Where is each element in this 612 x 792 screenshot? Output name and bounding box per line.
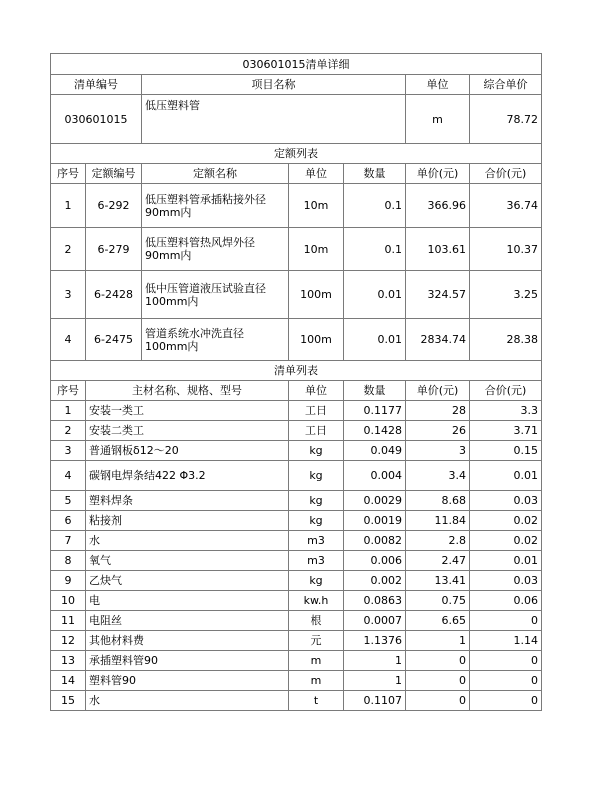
quota-row — [51, 271, 542, 319]
material-qty: 0.002 — [344, 571, 406, 591]
material-no: 11 — [51, 611, 86, 631]
material-name: 碳钢电焊条结422 Φ3.2 — [86, 461, 289, 491]
material-name: 安装二类工 — [86, 421, 289, 441]
material-total: 0.02 — [470, 531, 542, 551]
material-price: 6.65 — [406, 611, 470, 631]
quota-price: 324.57 — [406, 271, 470, 319]
quota-col-qty: 数量 — [344, 164, 406, 184]
material-no: 6 — [51, 511, 86, 531]
material-row — [51, 511, 542, 531]
material-name: 水 — [86, 531, 289, 551]
quota-total: 36.74 — [470, 184, 542, 228]
material-qty: 0.0029 — [344, 491, 406, 511]
quota-price: 366.96 — [406, 184, 470, 228]
material-row — [51, 461, 542, 491]
quota-unit: 100m — [289, 271, 344, 319]
material-name: 氧气 — [86, 551, 289, 571]
quota-no: 4 — [51, 319, 86, 361]
quota-col-price: 单价(元) — [406, 164, 470, 184]
material-unit: 工日 — [289, 401, 344, 421]
material-price: 0 — [406, 651, 470, 671]
material-row — [51, 691, 542, 711]
material-total: 0.01 — [470, 551, 542, 571]
quota-code: 6-2475 — [86, 319, 142, 361]
material-name: 乙炔气 — [86, 571, 289, 591]
quota-no: 1 — [51, 184, 86, 228]
material-unit: kw.h — [289, 591, 344, 611]
material-name: 粘接剂 — [86, 511, 289, 531]
material-qty: 0.1107 — [344, 691, 406, 711]
material-row — [51, 591, 542, 611]
quota-col-code: 定额编号 — [86, 164, 142, 184]
quota-col-name: 定额名称 — [142, 164, 289, 184]
material-row — [51, 671, 542, 691]
quota-no: 3 — [51, 271, 86, 319]
material-row — [51, 571, 542, 591]
header-unit-label: 单位 — [406, 75, 470, 95]
material-unit: kg — [289, 511, 344, 531]
quota-unit: 100m — [289, 319, 344, 361]
material-qty: 1 — [344, 671, 406, 691]
material-total: 0.15 — [470, 441, 542, 461]
material-unit: m3 — [289, 551, 344, 571]
material-price: 3 — [406, 441, 470, 461]
material-qty: 0.0863 — [344, 591, 406, 611]
bill-unit: m — [406, 95, 470, 144]
materials-col-total: 合价(元) — [470, 381, 542, 401]
material-no: 12 — [51, 631, 86, 651]
material-unit: m — [289, 651, 344, 671]
quota-row — [51, 319, 542, 361]
quota-price: 2834.74 — [406, 319, 470, 361]
material-price: 3.4 — [406, 461, 470, 491]
material-row — [51, 631, 542, 651]
material-price: 26 — [406, 421, 470, 441]
material-qty: 0.1428 — [344, 421, 406, 441]
material-row — [51, 491, 542, 511]
material-name: 塑料管90 — [86, 671, 289, 691]
material-name: 普通钢板δ12～20 — [86, 441, 289, 461]
material-total: 0.03 — [470, 491, 542, 511]
bill-detail-table — [50, 53, 542, 711]
quota-unit: 10m — [289, 184, 344, 228]
material-qty: 0.1177 — [344, 401, 406, 421]
materials-column-headers — [51, 381, 542, 401]
material-no: 9 — [51, 571, 86, 591]
quota-col-unit: 单位 — [289, 164, 344, 184]
material-no: 14 — [51, 671, 86, 691]
material-qty: 0.004 — [344, 461, 406, 491]
quota-column-headers — [51, 164, 542, 184]
quota-qty: 0.01 — [344, 319, 406, 361]
page-title: 030601015清单详细 — [51, 54, 542, 75]
material-no: 8 — [51, 551, 86, 571]
material-price: 0 — [406, 691, 470, 711]
material-price: 2.8 — [406, 531, 470, 551]
material-total: 0.03 — [470, 571, 542, 591]
material-total: 0 — [470, 651, 542, 671]
materials-col-no: 序号 — [51, 381, 86, 401]
material-row — [51, 551, 542, 571]
material-price: 11.84 — [406, 511, 470, 531]
material-row — [51, 531, 542, 551]
material-unit: t — [289, 691, 344, 711]
material-total: 3.3 — [470, 401, 542, 421]
quota-name: 低压塑料管热风焊外径90mm内 — [142, 228, 289, 271]
quota-name: 低压塑料管承插粘接外径90mm内 — [142, 184, 289, 228]
quota-col-total: 合价(元) — [470, 164, 542, 184]
quota-col-no: 序号 — [51, 164, 86, 184]
material-row — [51, 441, 542, 461]
quota-name: 低中压管道液压试验直径100mm内 — [142, 271, 289, 319]
quota-code: 6-292 — [86, 184, 142, 228]
material-unit: kg — [289, 441, 344, 461]
material-qty: 0.049 — [344, 441, 406, 461]
header-code-label: 清单编号 — [51, 75, 142, 95]
material-no: 4 — [51, 461, 86, 491]
material-qty: 0.0082 — [344, 531, 406, 551]
material-name: 其他材料费 — [86, 631, 289, 651]
material-name: 电阻丝 — [86, 611, 289, 631]
material-total: 0.06 — [470, 591, 542, 611]
material-unit: kg — [289, 571, 344, 591]
material-name: 安装一类工 — [86, 401, 289, 421]
material-price: 1 — [406, 631, 470, 651]
material-total: 0 — [470, 691, 542, 711]
material-total: 3.71 — [470, 421, 542, 441]
quota-section-title: 定额列表 — [51, 144, 542, 164]
quota-price: 103.61 — [406, 228, 470, 271]
materials-col-unit: 单位 — [289, 381, 344, 401]
material-no: 13 — [51, 651, 86, 671]
bill-unit-price: 78.72 — [470, 95, 542, 144]
quota-row — [51, 184, 542, 228]
material-qty: 1.1376 — [344, 631, 406, 651]
material-name: 承插塑料管90 — [86, 651, 289, 671]
material-no: 1 — [51, 401, 86, 421]
quota-code: 6-2428 — [86, 271, 142, 319]
quota-qty: 0.1 — [344, 228, 406, 271]
material-price: 2.47 — [406, 551, 470, 571]
material-total: 0 — [470, 611, 542, 631]
quota-qty: 0.1 — [344, 184, 406, 228]
material-price: 28 — [406, 401, 470, 421]
material-unit: m — [289, 671, 344, 691]
quota-total: 3.25 — [470, 271, 542, 319]
materials-col-price: 单价(元) — [406, 381, 470, 401]
material-name: 水 — [86, 691, 289, 711]
material-unit: 根 — [289, 611, 344, 631]
material-row — [51, 421, 542, 441]
header-price-label: 综合单价 — [470, 75, 542, 95]
material-unit: kg — [289, 491, 344, 511]
material-qty: 1 — [344, 651, 406, 671]
material-name: 塑料焊条 — [86, 491, 289, 511]
bill-item-name: 低压塑料管 — [142, 95, 406, 144]
quota-unit: 10m — [289, 228, 344, 271]
bill-code: 030601015 — [51, 95, 142, 144]
materials-col-name: 主材名称、规格、型号 — [86, 381, 289, 401]
material-no: 7 — [51, 531, 86, 551]
material-no: 3 — [51, 441, 86, 461]
quota-name: 管道系统水冲洗直径100mm内 — [142, 319, 289, 361]
material-unit: 工日 — [289, 421, 344, 441]
material-total: 0.01 — [470, 461, 542, 491]
bill-detail-sheet — [50, 53, 541, 711]
material-row — [51, 611, 542, 631]
quota-total: 28.38 — [470, 319, 542, 361]
material-total: 0.02 — [470, 511, 542, 531]
material-qty: 0.006 — [344, 551, 406, 571]
materials-section-title: 清单列表 — [51, 361, 542, 381]
material-price: 0 — [406, 671, 470, 691]
quota-total: 10.37 — [470, 228, 542, 271]
material-total: 1.14 — [470, 631, 542, 651]
material-qty: 0.0007 — [344, 611, 406, 631]
material-unit: kg — [289, 461, 344, 491]
material-unit: 元 — [289, 631, 344, 651]
material-name: 电 — [86, 591, 289, 611]
material-row — [51, 401, 542, 421]
quota-qty: 0.01 — [344, 271, 406, 319]
quota-row — [51, 228, 542, 271]
material-no: 15 — [51, 691, 86, 711]
material-qty: 0.0019 — [344, 511, 406, 531]
material-price: 8.68 — [406, 491, 470, 511]
material-price: 13.41 — [406, 571, 470, 591]
material-price: 0.75 — [406, 591, 470, 611]
material-no: 5 — [51, 491, 86, 511]
material-total: 0 — [470, 671, 542, 691]
material-unit: m3 — [289, 531, 344, 551]
materials-col-qty: 数量 — [344, 381, 406, 401]
quota-no: 2 — [51, 228, 86, 271]
material-row — [51, 651, 542, 671]
material-no: 2 — [51, 421, 86, 441]
header-name-label: 项目名称 — [142, 75, 406, 95]
material-no: 10 — [51, 591, 86, 611]
quota-code: 6-279 — [86, 228, 142, 271]
